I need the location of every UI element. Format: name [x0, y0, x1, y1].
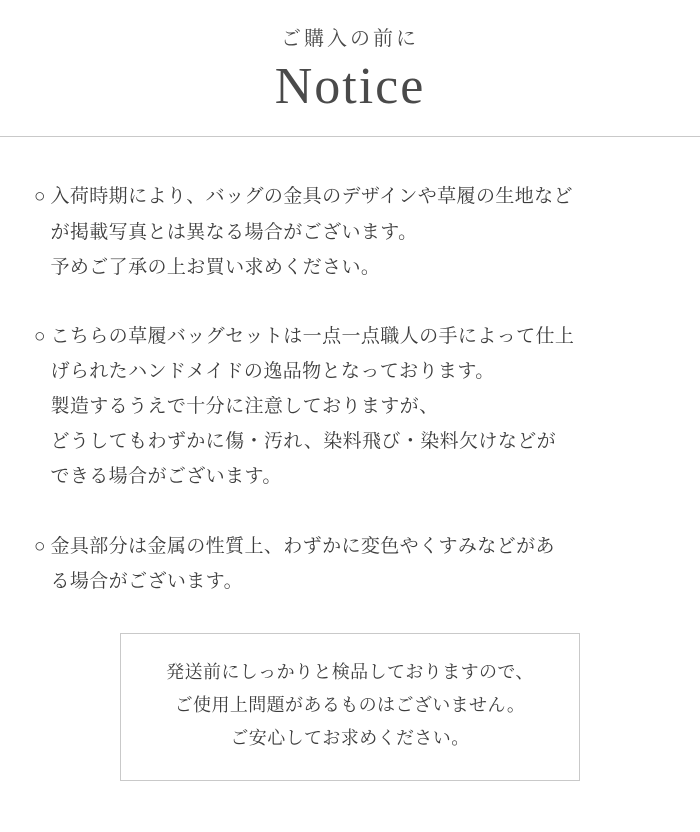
callout-line: 発送前にしっかりと検品しておりますので、	[166, 661, 534, 682]
note-line: げられたハンドメイドの逸品物となっております。	[50, 360, 495, 382]
callout-line: ご使用上問題があるものはございません。	[174, 695, 526, 716]
note-line: 予めご了承の上お買い求めください。	[50, 256, 381, 278]
note-body	[50, 179, 572, 284]
note-body	[50, 529, 554, 599]
notes-list	[0, 145, 700, 598]
note-item	[34, 529, 666, 599]
callout-line: ご安心してお求めください。	[230, 728, 470, 749]
note-bullet-icon: ○	[34, 325, 46, 347]
note-line: 入荷時期により、バッグの金具のデザインや草履の生地など	[50, 186, 573, 208]
note-line: こちらの草履バッグセットは一点一点職人の手によって仕上	[50, 325, 575, 347]
note-line: できる場合がございます。	[50, 466, 282, 488]
page-kicker: ご購入の前に	[281, 28, 419, 50]
note-item	[34, 179, 666, 284]
note-line: 金具部分は金属の性質上、わずかに変色やくすみなどがあ	[50, 535, 555, 557]
note-bullet-icon: ○	[34, 535, 46, 557]
callout-wrapper	[0, 633, 700, 781]
note-item	[34, 319, 666, 495]
note-line: どうしてもわずかに傷・汚れ、染料飛び・染料欠けなどが	[50, 431, 557, 453]
header-divider	[0, 136, 700, 137]
note-body	[50, 319, 574, 495]
callout-box	[120, 633, 580, 781]
note-line: 製造するうえで十分に注意しておりますが、	[50, 396, 439, 418]
note-line: る場合がございます。	[50, 570, 243, 592]
note-bullet-icon: ○	[34, 186, 46, 208]
note-line: が掲載写真とは異なる場合がございます。	[50, 221, 418, 243]
page-title: Notice	[274, 58, 426, 115]
page-header	[0, 0, 700, 118]
